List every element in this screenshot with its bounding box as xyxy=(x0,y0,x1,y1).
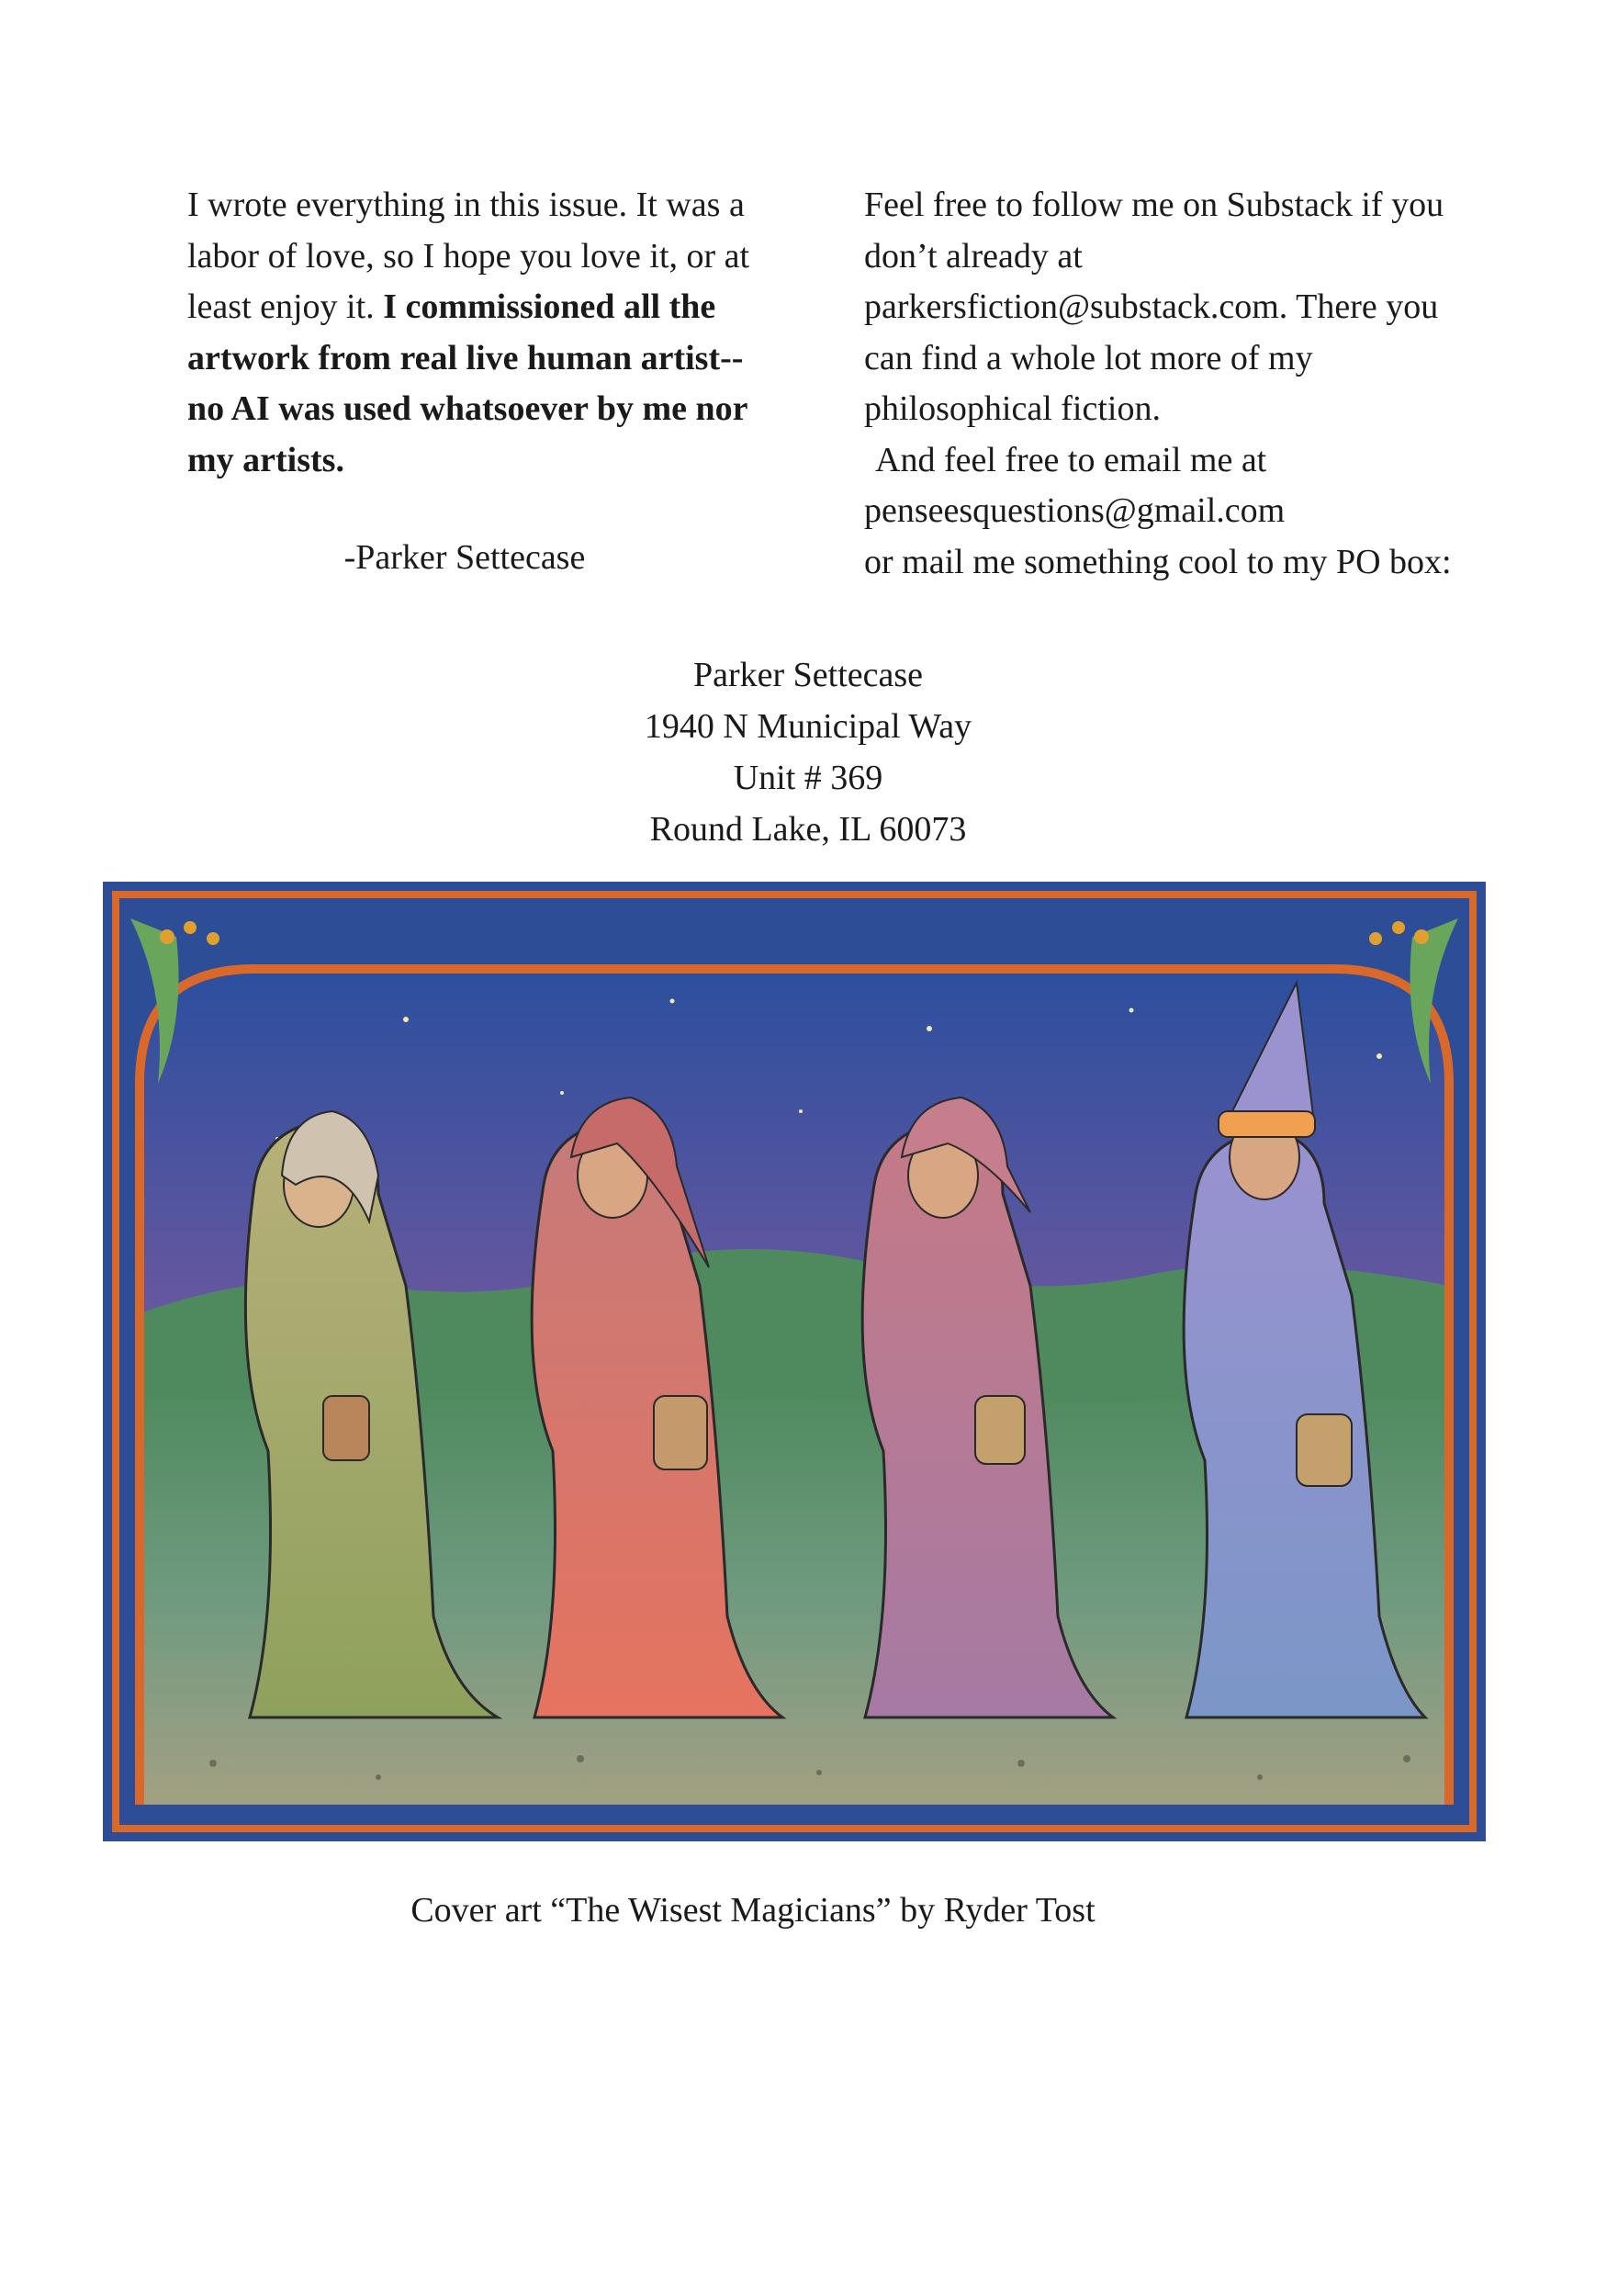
cover-artwork xyxy=(103,882,1486,1841)
intro-paragraph xyxy=(162,180,768,486)
cover-illustration xyxy=(103,882,1486,1841)
mail-intro: or mail me something cool to my PO box: xyxy=(864,542,1452,581)
signature: -Parker Settecase xyxy=(343,538,586,577)
address-city: Round Lake, IL 60073 xyxy=(649,810,967,849)
no-ai-statement: I commissioned all the artwork from real live human artist--no AI was used whatsoever by me nor my artists. xyxy=(187,287,747,479)
intro-column xyxy=(162,180,768,486)
email-intro: And feel free to email me at xyxy=(875,440,1267,479)
address-name: Parker Settecase xyxy=(692,656,924,694)
address-unit: Unit # 369 xyxy=(733,759,883,797)
po-box-address xyxy=(441,649,1175,855)
artwork-caption: Cover art “The Wisest Magicians” by Ryder Tost xyxy=(410,1891,1096,1930)
contact-column xyxy=(864,180,1489,588)
email-address: penseesquestions@gmail.com xyxy=(864,491,1286,530)
address-street: 1940 N Municipal Way xyxy=(644,707,972,746)
substack-paragraph: Feel free to follow me on Substack if you don’t already at parkersfiction@substack.com. There you can find a whole lot more of my philosophical fiction. xyxy=(864,186,1444,428)
intro-text: I wrote everything in this issue. It was a labor of love, so I hope you love it, or at least enjoy it. xyxy=(187,186,750,326)
